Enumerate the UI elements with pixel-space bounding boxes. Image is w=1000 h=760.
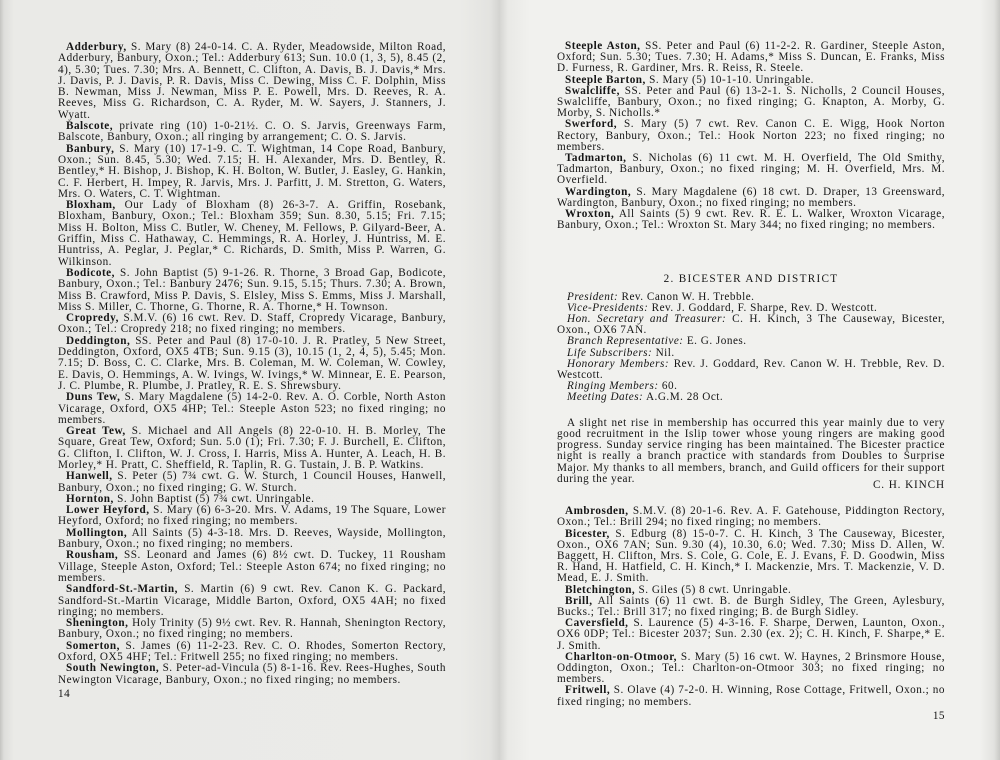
tower-details: S. Giles (5) 8 cwt. Unringable. [638,583,792,596]
officer-line [557,359,945,381]
tower-entry [557,41,945,75]
tower-details: S. Mary (5) 10-1-10. Unringable. [649,73,814,86]
right-column [557,41,945,722]
tower-list [557,506,945,708]
tower-name: Deddington, [66,334,131,347]
tower-name: Wroxton, [565,208,615,221]
officer-label: Life Subscribers: [567,346,653,359]
tower-entry [58,268,446,313]
tower-details: S. Laurence (5) 4-3-16. F. Sharpe, Derwen, Launton, Oxon., OX6 0DP; Tel.: Bicester 2037; Sun. 2.30 (ex. 2); C. H. Kinch, F. Sharpe,* E. J. Smith. [557,617,945,652]
officer-value: C. H. Kinch, 3 The Causeway, Bicester, Oxon., OX6 7AN. [557,313,946,337]
tower-entry [58,663,446,686]
officer-value: Rev. J. Goddard, Rev. Canon W. H. Trebble, Rev. D. Westcott. [557,357,946,382]
tower-details: S. Martin (6) 9 cwt. Rev. Canon K. G. Packard, Sandford-St.-Martin Vicarage, Middle Barton, Oxford, OX5 4AH; no fixed ringing; no members. [58,583,447,618]
tower-details: S. James (6) 11-2-23. Rev. C. O. Rhodes, Somerton Rectory, Oxford, OX5 4HF; Tel.: Fritwell 255; no fixed ringing; no members. [58,639,447,664]
tower-name: Fritwell, [565,684,611,697]
tower-list [557,41,945,231]
tower-entry [58,550,446,584]
tower-entry [58,42,446,121]
tower-name: Great Tew, [66,425,126,438]
tower-name: Rousham, [66,549,119,562]
tower-list [58,42,446,686]
officer-value: Rev. Canon W. H. Trebble. [621,290,755,303]
tower-name: Sandford-St.-Martin, [66,583,178,596]
tower-details: S. Mary (5) 16 cwt. W. Haynes, 2 Brinsmore House, Oddington, Oxon.; Tel.: Charlton-on-Otmoor 303; no fixed ringing; no members. [557,650,946,686]
tower-entry [58,121,446,144]
tower-entry [557,86,945,120]
tower-name: Steeple Barton, [565,73,646,86]
tower-name: South Newington, [66,662,160,675]
tower-details: S.M.V. (6) 16 cwt. Rev. D. Staff, Cropredy Vicarage, Banbury, Oxon.; Tel.: Cropredy 218; no fixed ringing; no members. [58,312,447,336]
tower-name: Lower Heyford, [66,504,150,517]
tower-entry [58,505,446,528]
tower-name: Ambrosden, [565,505,629,518]
tower-name: Balscote, [66,120,114,133]
left-column [58,42,446,700]
tower-entry [557,529,945,585]
right-page [500,0,1000,760]
tower-entry [557,618,945,652]
tower-entry [557,652,945,686]
tower-details: SS. Peter and Paul (8) 17-0-10. J. R. Pratley, 5 New Street, Deddington, Oxford, OX5 4TB; Sun. 9.15 (3), 10.15 (1, 2, 4, 5), 5.45; Mon. 7.15; D. Boss, C. C. Clarke, Mrs. B. Coleman, M. W. Coleman, W. Cowley, E. Davis, O. Hemmings, A. W. Ivings, W. Ivings,* W. Minnear, E. E. Pearson, J. C. Plumbe, R. Plumbe, J. Pratley, R. E. S. Shrewsbury. [58,334,447,392]
officer-value: A.G.M. 28 Oct. [645,391,724,404]
tower-name: Bodicote, [66,266,115,279]
tower-name: Swalcliffe, [565,84,620,97]
tower-details: All Saints (5) 9 cwt. Rev. R. E. L. Walker, Wroxton Vicarage, Banbury, Oxon.; Tel.: Wroxton St. Mary 344; no fixed ringing; no members. [557,208,945,232]
tower-entry [58,200,446,268]
tower-details: S. Olave (4) 7-2-0. H. Winning, Rose Cottage, Fritwell, Oxon.; no fixed ringing; no members. [557,684,945,708]
page-number: 15 [932,709,945,722]
section-heading: 2. BICESTER AND DISTRICT [663,273,839,286]
tower-entry [58,641,446,664]
tower-entry [557,685,945,707]
tower-details: S. John Baptist (5) 9-1-26. R. Thorne, 3 Broad Gap, Bodicote, Banbury, Oxon.; Tel.: Banbury 2476; Sun. 9.15, 5.15; Thurs. 7.30; A. Brown, Miss B. Crawford, Miss P. Davis, S. Elsley, Miss S. Emms, Miss J. Marshall, Miss S. Miller, C. Thorne, G. Thorne, R. A. Thorne,* H. Townson. [58,266,446,313]
officer-label: Branch Representative: [567,335,684,348]
tower-details: Holy Trinity (5) 9½ cwt. Rev. R. Hannah, Shenington Rectory, Banbury, Oxon.; no fixed ringing; no members. [58,617,446,641]
tower-name: Hanwell, [66,470,113,483]
tower-details: SS. Peter and Paul (6) 13-2-1. S. Nicholls, 2 Council Houses, Swalcliffe, Banbury, Oxon.; no fixed ringing; G. Knapton, A. Morby, G. Morby, S. Nicholls.* [557,84,946,120]
tower-details: S. Mary (6) 6-3-20. Mrs. V. Adams, 19 The Square, Lower Heyford, Oxford; no fixed ringing; no members. [58,504,446,528]
tower-name: Bloxham, [66,199,116,212]
officer-line [557,392,945,403]
report-signature: C. H. KINCH [872,478,945,491]
tower-details: S. John Baptist (5) 7¾ cwt. Unringable. [117,492,315,505]
tower-details: S. Nicholas (6) 11 cwt. M. H. Overfield, The Old Smithy, Tadmarton, Banbury, Oxon.; no fixed ringing; M. H. Overfield, Mrs. M. Overfield. [557,152,945,187]
tower-name: Mollington, [66,526,128,539]
officer-label: Honorary Members: [567,357,670,370]
tower-entry [557,596,945,618]
tower-details: All Saints (6) 11 cwt. B. de Burgh Sidley, The Green, Aylesbury, Bucks.; Tel.: Brill 317; no fixed ringing; B. de Burgh Sidley. [557,594,945,618]
officer-label: Ringing Members: [567,380,659,393]
tower-details: S. Mary Magdalene (5) 14-2-0. Rev. A. O. Corble, North Aston Vicarage, Oxford, OX5 4HP; Tel.: Steeple Aston 523; no fixed ringing; no members. [58,391,446,426]
tower-entry [58,528,446,551]
officer-line [557,314,945,336]
tower-entry [557,153,945,187]
page-number: 14 [58,687,71,700]
tower-name: Wardington, [565,185,632,198]
tower-name: Adderbury, [66,41,127,53]
tower-details: S. Peter-ad-Vincula (5) 8-1-16. Rev. Rees-Hughes, South Newington Vicarage, Banbury, Oxon.; no fixed ringing; no members. [58,662,447,686]
tower-details: SS. Peter and Paul (6) 11-2-2. R. Gardiner, Steeple Aston, Oxford; Sun. 5.30; Tues. 7.30; H. Adams,* Miss S. Duncan, E. Franks, Miss D. Furness, R. Gardiner, Mrs. R. Reiss, R. Steele. [557,40,946,75]
tower-name: Tadmarton, [565,152,627,165]
tower-details: S. Mary (10) 17-1-9. C. T. Wightman, 14 Cope Road, Banbury, Oxon.; Sun. 8.45, 5.30; Wed. 7.15; H. H. Alexander, Mrs. D. Bentley, R. Bentley,* H. Bishop, J. Bishop, K. H. Bolton, W. Butler, J. Easley, G. Hankin, C. F. Herbert, H. Impey, R. Jarvis, Mrs. J. Parfitt, J. M. Stretton, G. Waters, Mrs. O. Waters, C. T. Wightman. [58,142,447,200]
tower-name: Bicester, [565,527,610,540]
tower-entry [58,618,446,641]
tower-name: Duns Tew, [66,391,121,404]
branch-report: A slight net rise in membership has occurred this year mainly due to very good recruitment in the Islip tower whose young ringers are making good progress. Sunday service ringing has been maintained. The Bicester practice night is really a branch practice with standards from Doubles to Surprise Major. My thanks to all members, branch, and Guild officers for their support during the year. [557,416,945,485]
tower-details: S. Mary (5) 7 cwt. Rev. Canon C. E. Wigg, Hook Norton Rectory, Banbury, Oxon.; Tel.: Hook Norton 223; no fixed ringing; no members. [557,118,945,153]
tower-entry [58,584,446,618]
tower-details: S. Michael and All Angels (8) 22-0-10. H. B. Morley, The Square, Great Tew, Oxford; Sun. 5.0 (1); Fri. 7.30; F. J. Burchell, E. Clifton, G. Clifton, I. Clifton, W. J. Cross, I. Harris, Miss A. Hunter, A. Leach, H. B. Morley,* H. Pratt, C. Sheffield, R. Taplin, R. G. Tustain, J. B. P. Watkins. [58,425,446,471]
tower-entry [58,313,446,336]
tower-name: Shenington, [66,617,129,630]
officer-label: Hon. Secretary and Treasurer: [567,313,727,326]
officer-value: 60. [661,380,678,393]
tower-name: Bletchington, [565,583,636,596]
tower-name: Steeple Aston, [565,40,641,52]
tower-entry [557,209,945,231]
tower-details: private ring (10) 1-0-21½. C. O. S. Jarvis, Greenways Farm, Balscote, Banbury, Oxon.; all ringing by arrangement; C. O. S. Jarvis. [58,120,446,144]
tower-details: S. Peter (5) 7¾ cwt. G. W. Sturch, 1 Council Houses, Hanwell, Banbury, Oxon.; no fixed ringing; G. W. Sturch. [58,470,447,494]
tower-name: Caversfield, [565,617,629,630]
tower-name: Hornton, [66,492,114,505]
tower-entry [557,506,945,528]
tower-name: Charlton-on-Otmoor, [565,650,677,663]
officer-value: Rev. J. Goddard, F. Sharpe, Rev. D. Westcott. [651,301,878,314]
tower-details: SS. Leonard and James (6) 8½ cwt. D. Tuckey, 11 Rousham Village, Steeple Aston, Oxford; Tel.: Steeple Aston 674; no fixed ringing; no members. [58,549,447,584]
tower-entry [58,336,446,392]
tower-entry [58,471,446,494]
tower-name: Swerford, [565,118,618,131]
officer-value: E. G. Jones. [686,335,747,348]
tower-details: S. Edburg (8) 15-0-7. C. H. Kinch, 3 The Causeway, Bicester, Oxon., OX6 7AN; Sun. 9.30 (4), 10.30, 6.0; Wed. 7.30; Miss D. Allen, W. Baggett, H. Clifton, Mrs. S. Cole, G. Cole, E. J. Evans, F. D. Goodwin, Miss R. Hand, H. Hatfield, C. H. Kinch,* I. Mackenzie, Mrs. T. Mackenzie, V. D. Mead, E. J. Smith. [557,527,945,585]
tower-entry [557,119,945,153]
tower-details: S.M.V. (8) 20-1-6. Rev. A. F. Gatehouse, Piddington Rectory, Oxon.; Tel.: Brill 294; no fixed ringing; no members. [557,505,945,529]
tower-name: Brill, [565,594,593,607]
tower-name: Somerton, [66,639,120,652]
tower-entry [557,187,945,209]
tower-entry [58,144,446,200]
tower-details: Our Lady of Bloxham (8) 26-3-7. A. Griffin, Rosebank, Bloxham, Banbury, Oxon.; Tel.: Bloxham 359; Sun. 8.30, 5.15; Fri. 7.15; Miss H. Bolton, Miss C. Butler, W. Cheney, M. Fellows, P. Gilyard-Beer, A. Griffin, Miss C. Hathaway, C. Hemmings, R. A. Horley, J. Huntriss, M. E. Huntriss, A. Peglar, J. Peglar,* C. Richards, D. Smith, Miss P. Warren, G. Wilkinson. [58,199,446,268]
officer-label: President: [567,290,619,303]
officer-label: Meeting Dates: [567,391,644,404]
officer-list [557,292,945,404]
officer-value: Nil. [655,346,675,359]
tower-entry [58,426,446,471]
officer-label: Vice-Presidents: [567,301,649,314]
tower-name: Cropredy, [66,312,119,325]
tower-name: Banbury, [66,142,115,155]
tower-details: S. Mary Magdalene (6) 18 cwt. D. Draper, 13 Greensward, Wardington, Banbury, Oxon.; no fixed ringing; no members. [557,185,945,209]
tower-details: S. Mary (8) 24-0-14. C. A. Ryder, Meadowside, Milton Road, Adderbury, Banbury, Oxon.; Tel.: Adderbury 613; Sun. 10.0 (1, 3, 5), 8.45 (2, 4), 5.30; Tues. 7.30; Mrs. A. Bennett, C. Clifton, A. Davis, B. J. Davis,* Mrs. J. Davis, P. J. Davis, P. R. Davis, Miss C. Dewing, Miss C. F. Dolphin, Miss B. Newman, Miss J. Newman, Miss P. E. Powell, Mrs. D. Reeves, R. A. Reeves, Miss G. Richardson, C. A. Ryder, M. W. Sayers, J. Stanners, J. Wyatt. [58,41,446,121]
tower-entry [58,392,446,426]
tower-details: All Saints (5) 4-3-18. Mrs. D. Reeves, Wayside, Mollington, Banbury, Oxon.; no fixed ringing; no members. [58,526,446,551]
